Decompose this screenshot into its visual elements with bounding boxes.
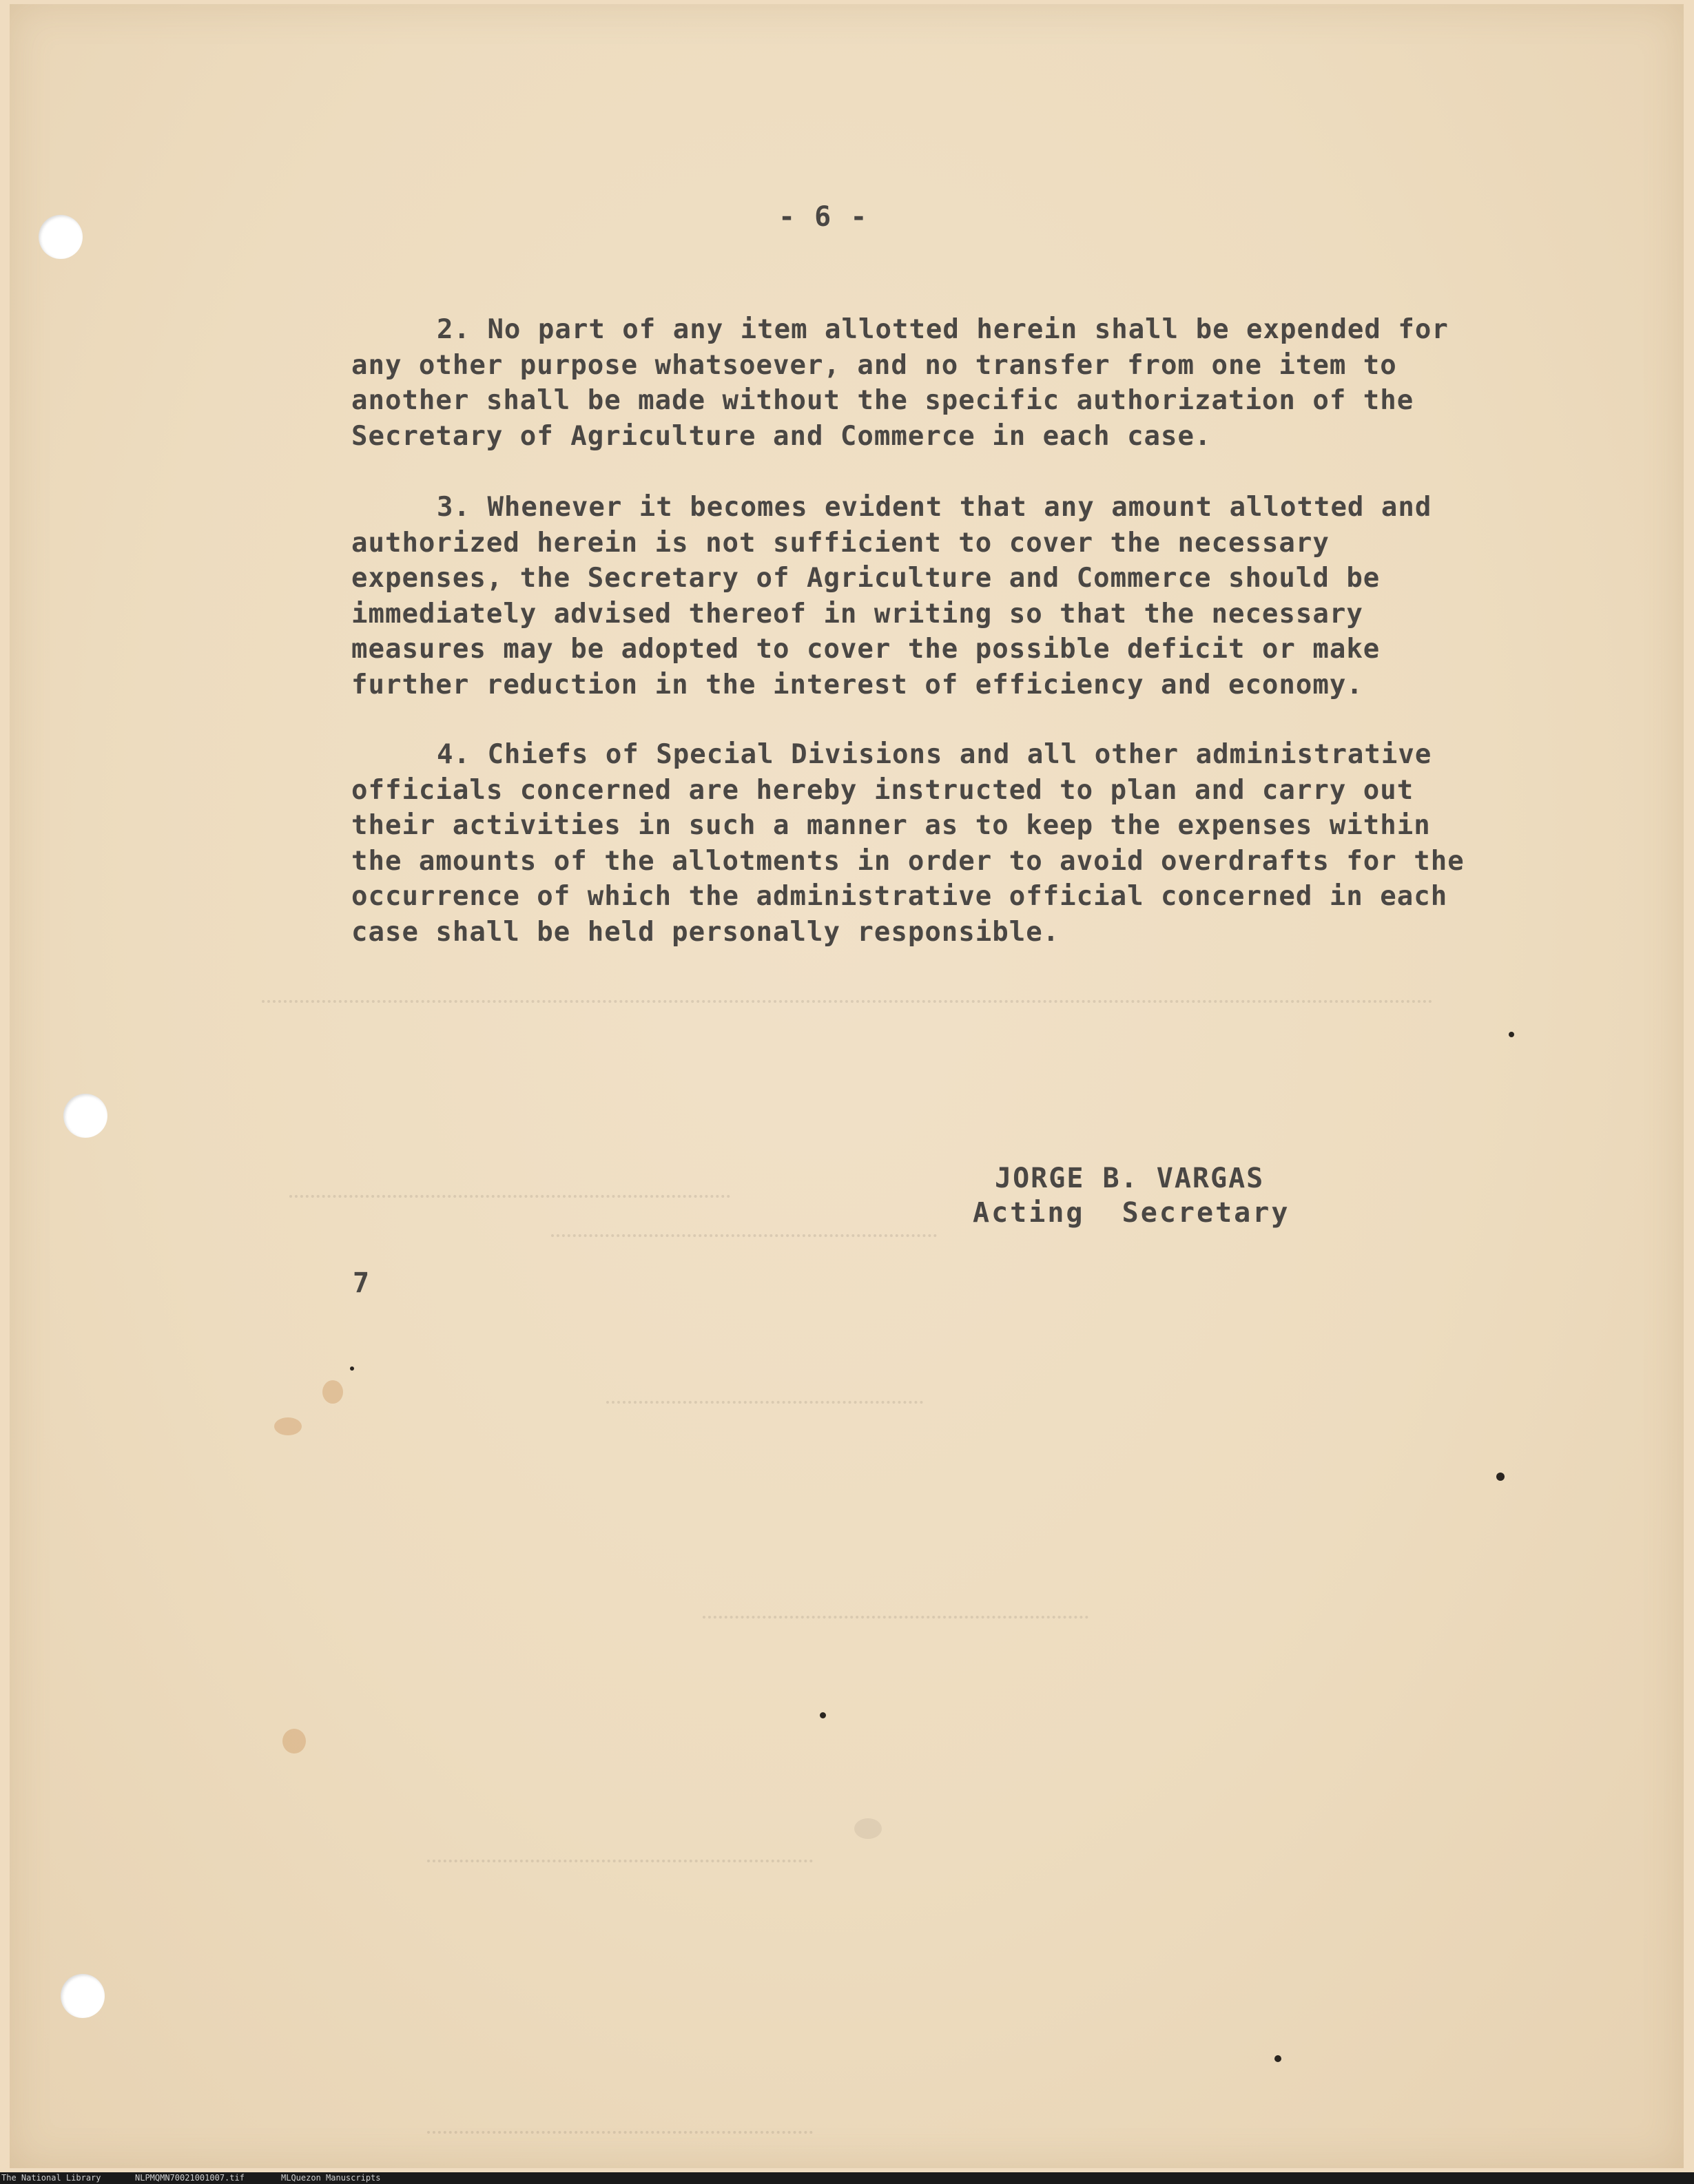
- ink-speck: [1496, 1473, 1505, 1481]
- footer-file-name: NLPMQMN70021001007.tif: [135, 2173, 245, 2183]
- paragraph-number: 4.: [437, 739, 471, 770]
- ink-speck: [1274, 2055, 1281, 2062]
- foxing-stain: [282, 1729, 306, 1754]
- paragraph-text: Chiefs of Special Divisions and all other administrative officials concerned are hereby instructed to plan and carry out their activities in such a manner as to keep the expenses within the amounts of the allotments in order to avoid overdrafts for the occurrence of which the administrative official concerned in each case shall be held personally responsible.: [351, 739, 1465, 948]
- paragraph-2: [351, 312, 1481, 454]
- ink-speck: [820, 1712, 826, 1718]
- paragraph-3: [351, 490, 1481, 703]
- bleed-through-marks: [551, 1234, 937, 1240]
- punch-hole-middle: [63, 1094, 107, 1138]
- bleed-through-marks: [427, 2131, 813, 2136]
- archive-footer-bar: [0, 2172, 1694, 2184]
- paragraph-text: No part of any item allotted herein shall be expended for any other purpose whatsoever, and no transfer from one item to another shall be made without the specific authorization of the Secretary of Agriculture and Commerce in each case.: [351, 314, 1449, 452]
- foxing-stain: [854, 1818, 882, 1839]
- paragraph-text: Whenever it becomes evident that any amount allotted and authorized herein is not sufficient to cover the necessary expenses, the Secretary of Agriculture and Commerce should be immediately advised thereof in writing so that the necessary measures may be adopted to cover the possible deficit or make further reduction in the interest of efficiency and economy.: [351, 492, 1432, 700]
- punch-hole-bottom: [61, 1974, 105, 2018]
- footer-library-name: The National Library: [1, 2173, 101, 2183]
- paragraph-4: [351, 737, 1481, 950]
- signature-name: JORGE B. VARGAS: [995, 1163, 1265, 1194]
- bleed-through-marks: [606, 1401, 923, 1406]
- bleed-through-marks: [289, 1195, 730, 1200]
- punch-hole-top: [39, 215, 83, 259]
- page-number: - 6 -: [778, 201, 869, 233]
- bleed-through-marks: [427, 1860, 813, 1865]
- ink-speck: [1509, 1032, 1514, 1037]
- paragraph-number: 2.: [437, 314, 471, 345]
- signature-title: Acting Secretary: [973, 1197, 1290, 1229]
- bleed-through-marks: [262, 1000, 1433, 1006]
- footer-collection-name: MLQuezon Manuscripts: [281, 2173, 381, 2183]
- margin-note: 7: [353, 1267, 371, 1299]
- bleed-through-marks: [703, 1616, 1088, 1621]
- foxing-stain: [274, 1417, 302, 1435]
- foxing-stain: [322, 1380, 343, 1404]
- ink-speck: [350, 1366, 354, 1371]
- paragraph-number: 3.: [437, 492, 471, 523]
